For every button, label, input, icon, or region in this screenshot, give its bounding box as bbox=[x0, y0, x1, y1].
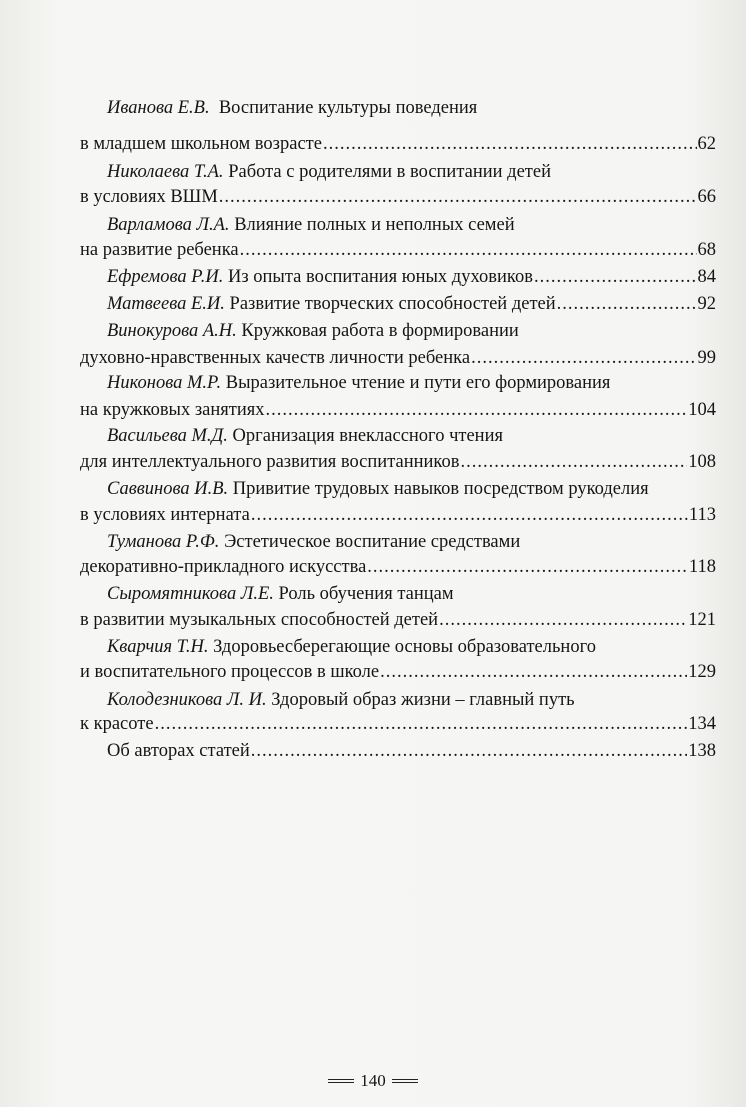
toc-entry-title: и воспитательного процессов в школе bbox=[80, 662, 380, 682]
toc-entry-title: Роль обучения танцам bbox=[278, 584, 454, 604]
toc-entry-title: Привитие трудовых навыков посредством рукоделия bbox=[232, 479, 649, 499]
toc-entry-author: Сыромятникова Л.Е. bbox=[107, 584, 274, 604]
leader-dots bbox=[534, 265, 697, 289]
toc-entry-page: 92 bbox=[697, 294, 716, 314]
toc-entry-page: 68 bbox=[697, 240, 716, 260]
toc-entry-title: Воспитание культуры поведения bbox=[218, 98, 478, 118]
toc-entry-6-line1 bbox=[107, 319, 519, 343]
toc-entry-8-line1 bbox=[107, 424, 503, 448]
toc-entry-9-line1 bbox=[107, 477, 649, 501]
toc-entry-page: 121 bbox=[688, 610, 716, 630]
toc-entry-4 bbox=[107, 265, 716, 289]
toc-entry-title: духовно-нравственных качеств личности ребенка bbox=[80, 348, 471, 368]
toc-entry-8-line2 bbox=[80, 450, 716, 474]
footer-ornament bbox=[328, 1079, 354, 1083]
toc-entry-page: 108 bbox=[688, 452, 716, 472]
page-number: 140 bbox=[360, 1071, 386, 1091]
toc-entry-title: Здоровьесберегающие основы образовательного bbox=[213, 637, 596, 657]
toc-entry-title: Здоровый образ жизни – главный путь bbox=[271, 690, 575, 710]
leader-dots bbox=[240, 238, 697, 262]
toc-entry-title: Выразительное чтение и пути его формирования bbox=[225, 373, 611, 393]
toc-entry-title: на развитие ребенка bbox=[80, 240, 239, 260]
toc-entry-author: Варламова Л.А. bbox=[107, 215, 230, 235]
toc-entry-author: Ефремова Р.И. bbox=[107, 267, 224, 287]
toc-entry-page: 129 bbox=[688, 662, 716, 682]
toc-entry-10-line2 bbox=[80, 555, 716, 579]
toc-entry-13-line2 bbox=[80, 712, 716, 736]
toc-entry-title: Развитие творческих способностей детей bbox=[229, 294, 556, 314]
toc-entry-page: 62 bbox=[697, 134, 716, 154]
leader-dots bbox=[380, 660, 687, 684]
toc-entry-title: Работа с родителями в воспитании детей bbox=[228, 162, 551, 182]
toc-entry-10-line1 bbox=[107, 530, 520, 554]
toc-entry-title: Кружковая работа в формировании bbox=[241, 321, 519, 341]
leader-dots bbox=[155, 712, 688, 736]
toc-entry-page: 113 bbox=[688, 505, 716, 525]
leader-dots bbox=[460, 450, 687, 474]
leader-dots bbox=[557, 292, 697, 316]
toc-entry-author: Колодезникова Л. И. bbox=[107, 690, 267, 710]
toc-entry-author: Саввинова И.В. bbox=[107, 479, 229, 499]
toc-entry-page: 118 bbox=[688, 557, 716, 577]
page-footer bbox=[0, 1070, 746, 1091]
toc-entry-page: 99 bbox=[697, 348, 716, 368]
toc-entry-title: Об авторах статей bbox=[107, 741, 250, 761]
toc-entry-title: Из опыта воспитания юных духовиков bbox=[227, 267, 533, 287]
toc-entry-title: на кружковых занятиях bbox=[80, 400, 265, 420]
toc-entry-2-line2 bbox=[80, 185, 716, 209]
toc-entry-title: Влияние полных и неполных семей bbox=[234, 215, 515, 235]
toc-entry-author: Винокурова А.Н. bbox=[107, 321, 237, 341]
toc-entry-12-line1 bbox=[107, 635, 596, 659]
footer-ornament bbox=[392, 1079, 418, 1083]
toc-entry-title: в условиях интерната bbox=[80, 505, 250, 525]
toc-entry-7-line2 bbox=[80, 398, 716, 422]
leader-dots bbox=[251, 503, 688, 527]
toc-entry-page: 66 bbox=[697, 187, 716, 207]
leader-dots bbox=[439, 608, 687, 632]
toc-entry-11-line2 bbox=[80, 608, 716, 632]
toc-entry-author: Матвеева Е.И. bbox=[107, 294, 225, 314]
toc-entry-14 bbox=[107, 739, 716, 763]
toc-entry-author: Иванова Е.В. bbox=[107, 98, 210, 118]
leader-dots bbox=[471, 346, 696, 370]
toc-entry-author: Никонова М.Р. bbox=[107, 373, 222, 393]
toc-entry-author: Васильева М.Д. bbox=[107, 426, 228, 446]
leader-dots bbox=[251, 739, 687, 763]
toc-entry-author: Николаева Т.А. bbox=[107, 162, 224, 182]
toc-entry-title: Организация внеклассного чтения bbox=[232, 426, 503, 446]
toc-entry-page: 138 bbox=[688, 741, 716, 761]
toc-entry-11-line1 bbox=[107, 582, 454, 606]
toc-entry-12-line2 bbox=[80, 660, 716, 684]
toc-entry-title: декоративно-прикладного искусства bbox=[80, 557, 367, 577]
toc-entry-13-line1 bbox=[107, 688, 575, 712]
toc-entry-page: 134 bbox=[688, 714, 716, 734]
toc-entry-title: в развитии музыкальных способностей детей bbox=[80, 610, 439, 630]
toc-entry-7-line1 bbox=[107, 371, 610, 395]
toc-entry-author: Туманова Р.Ф. bbox=[107, 532, 220, 552]
leader-dots bbox=[219, 185, 697, 209]
toc-entry-1-line2 bbox=[80, 132, 716, 156]
leader-dots bbox=[323, 132, 697, 156]
toc-entry-page: 84 bbox=[697, 267, 716, 287]
toc-entry-title: для интеллектуального развития воспитанников bbox=[80, 452, 460, 472]
toc-entry-9-line2 bbox=[80, 503, 716, 527]
toc-entry-6-line2 bbox=[80, 346, 716, 370]
toc-entry-title: Эстетическое воспитание средствами bbox=[224, 532, 521, 552]
toc-entry-title: в условиях ВШМ bbox=[80, 187, 218, 207]
toc-entry-title: к красоте bbox=[80, 714, 154, 734]
toc-entry-title: в младшем школьном возрасте bbox=[80, 134, 322, 154]
toc-entry-3-line2 bbox=[80, 238, 716, 262]
toc-entry-5 bbox=[107, 292, 716, 316]
leader-dots bbox=[367, 555, 688, 579]
leader-dots bbox=[266, 398, 688, 422]
toc-entry-1-line1 bbox=[107, 96, 477, 120]
toc-entry-author: Кварчия Т.Н. bbox=[107, 637, 209, 657]
toc-entry-2-line1 bbox=[107, 160, 551, 184]
toc-entry-3-line1 bbox=[107, 213, 515, 237]
toc-entry-page: 104 bbox=[688, 400, 716, 420]
